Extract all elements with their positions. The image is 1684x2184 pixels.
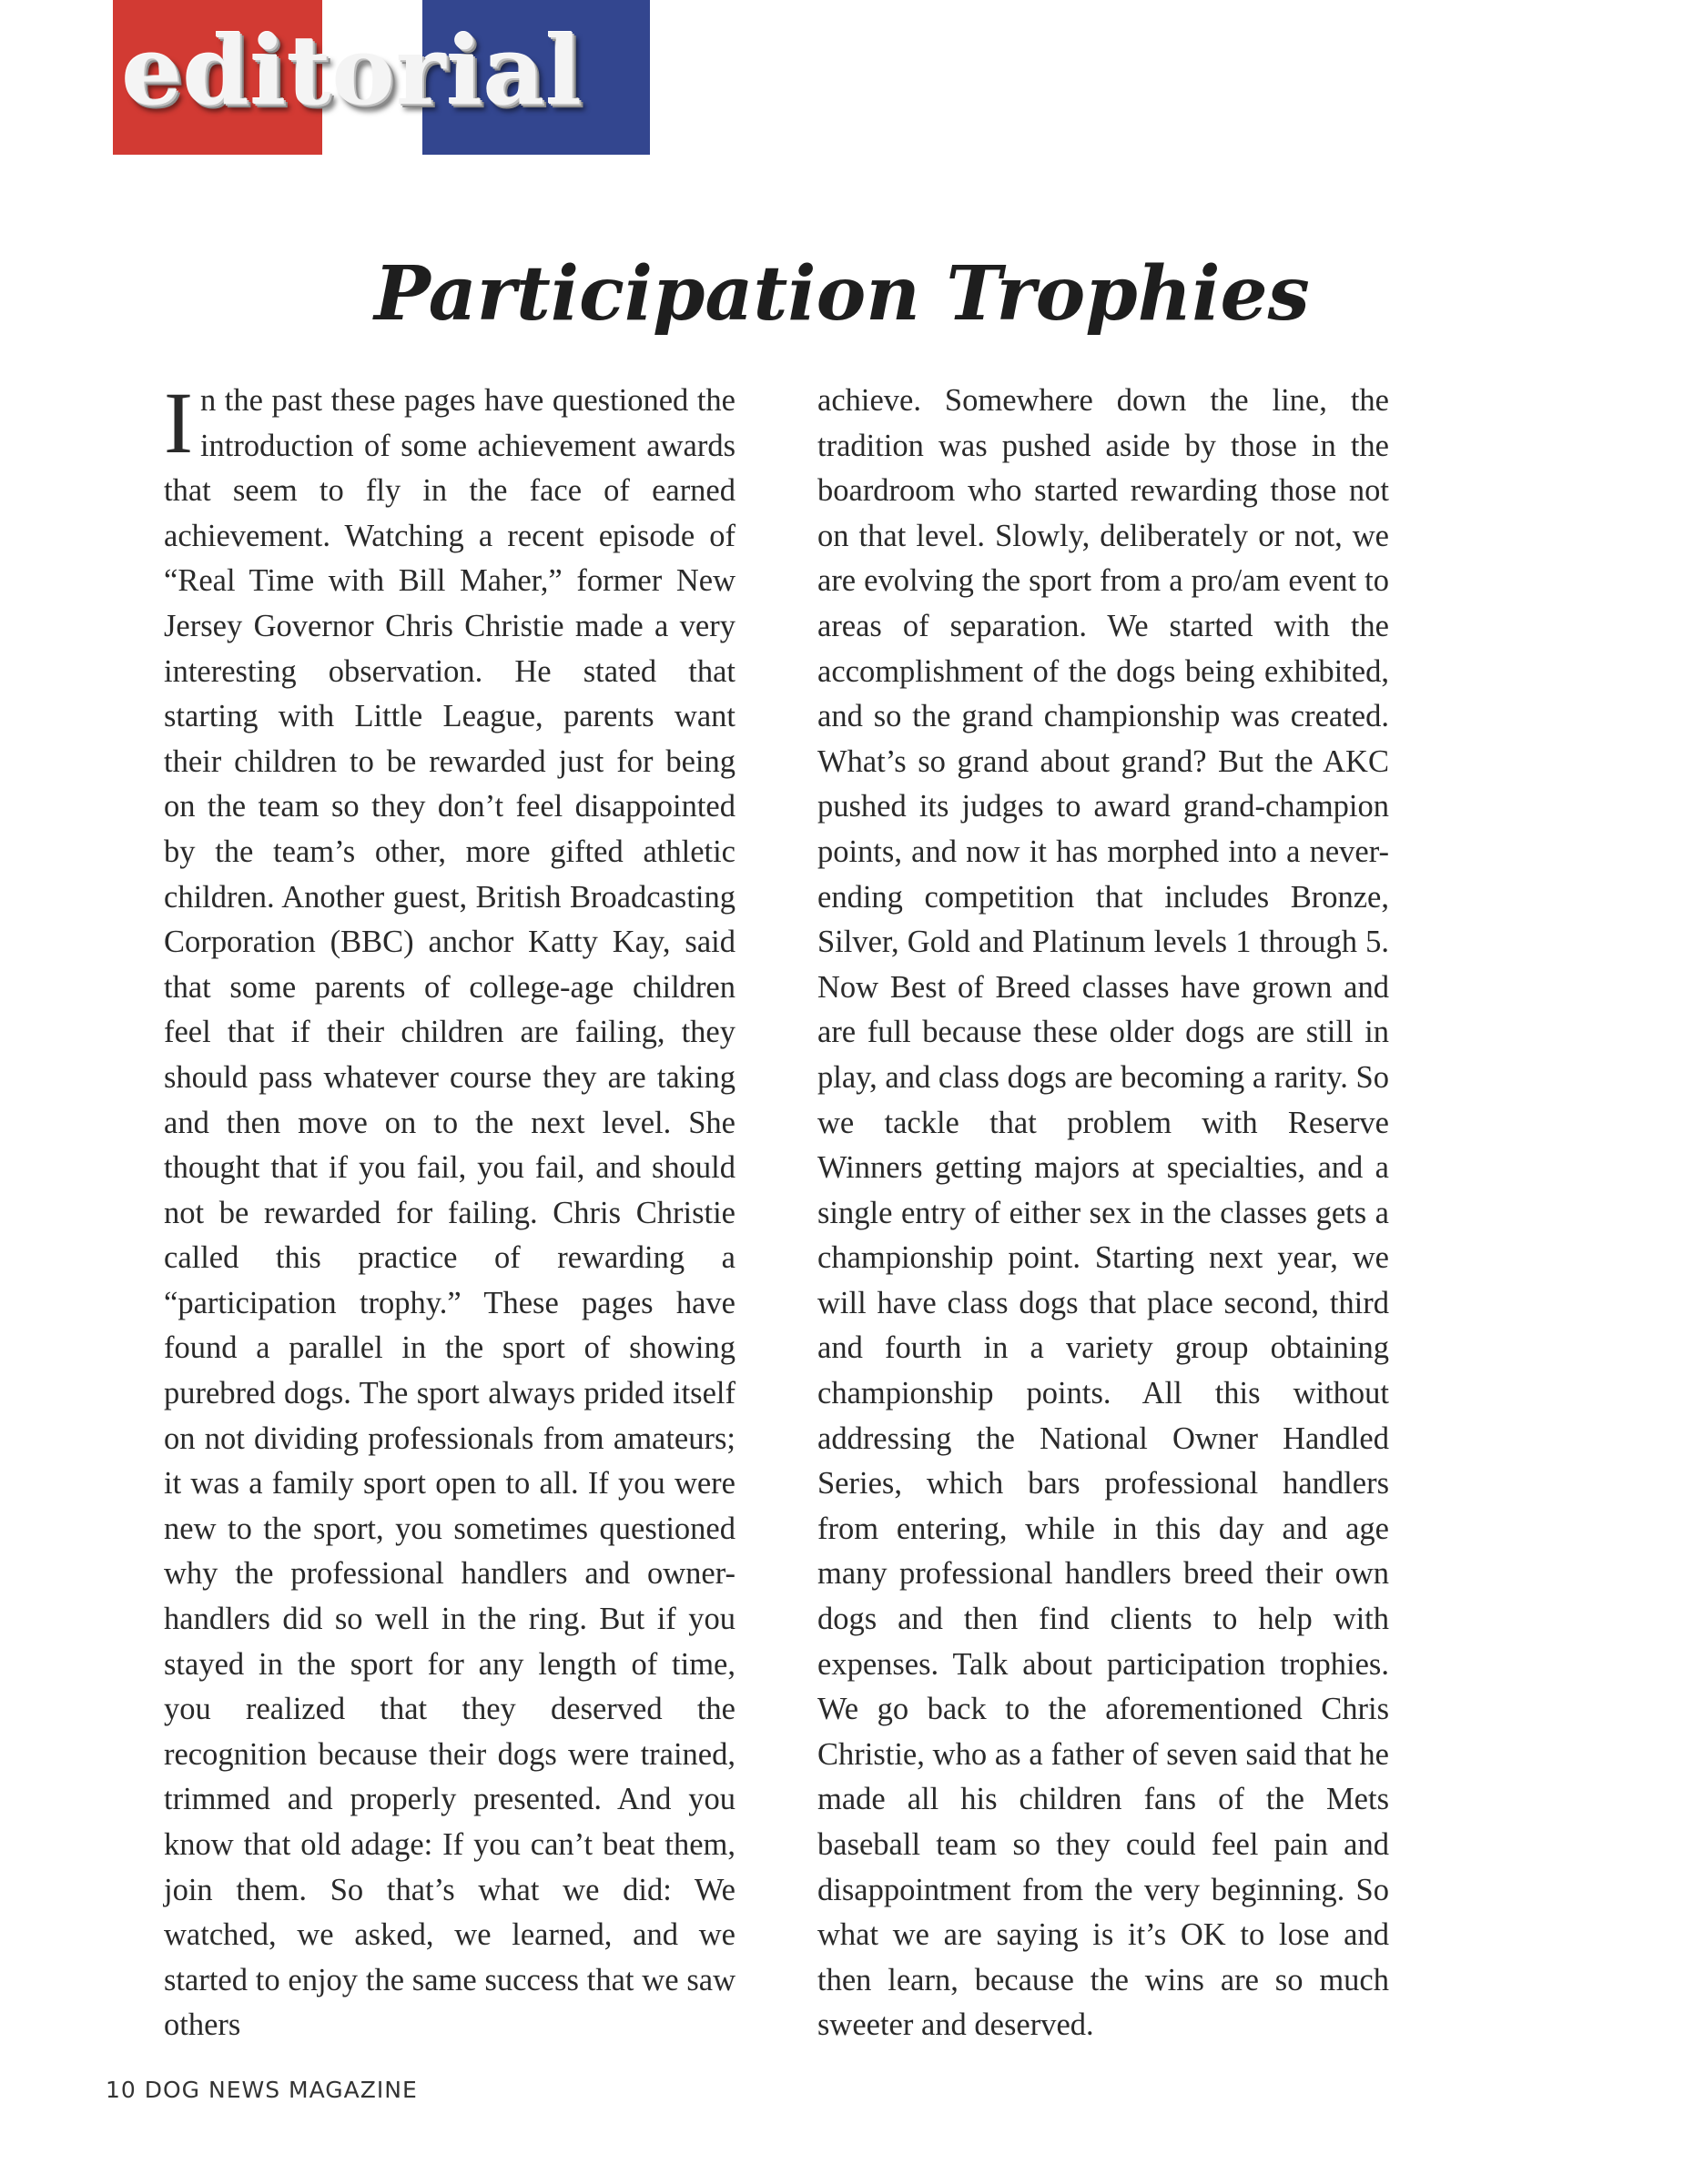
article-paragraph-left bbox=[164, 374, 735, 2048]
drop-cap: I bbox=[164, 374, 193, 471]
column-left-text: n the past these pages have questioned the introduction of some achievement awards that seem to fly in the face of earned achievement. Watching a recent episode of “Real Time with Bill Maher,” former New Jersey Governor Chris Christie made a very interesting observation. He stated that starting with Little League, parents want their children to be rewarded just for being on the team so they don’t feel disappointed by the team’s other, more gifted athletic children. Another guest, British Broadcasting Corporation (BBC) anchor Katty Kay, said that some parents of college-age children feel that if their children are failing, they should pass whatever course they are taking and then move on to the next level. She thought that if you fail, you fail, and should not be rewarded for failing. Chris Christie called this practice of rewarding a “participation trophy.” These pages have found a parallel in the sport of showing purebred dogs. The sport always prided itself on not dividing professionals from amateurs; it was a family sport open to all. If you were new to the sport, you sometimes questioned why the professional handlers and owner-handlers did so well in the ring. But if you stayed in the sport for any length of time, you realized that they deserved the recognition because their dogs were trained, trimmed and properly presented. And you know that old adage: If you can’t beat them, join them. So that’s what we did: We watched, we asked, we learned, and we started to enjoy the same success that we saw others bbox=[164, 383, 735, 2043]
masthead-label: editorial bbox=[122, 15, 583, 126]
article-title-text: Participation Trophies bbox=[374, 250, 1310, 338]
article-column-left bbox=[164, 374, 735, 2048]
article-column-right bbox=[817, 379, 1389, 2048]
article-title bbox=[0, 250, 1684, 338]
page-footer: 10 DOG NEWS MAGAZINE bbox=[106, 2077, 418, 2103]
editorial-masthead bbox=[113, 0, 650, 155]
column-right-text: achieve. Somewhere down the line, the tradition was pushed aside by those in the boardroom who started rewarding those not on that level. Slowly, deliberately or not, we are evolving the sport from a pro/am event to areas of separation. We started with the accomplishment of the dogs being exhibited, and so the grand championship was created. What’s so grand about grand? But the AKC pushed its judges to award grand-champion points, and now it has morphed into a never-ending competition that includes Bronze, Silver, Gold and Platinum levels 1 through 5. Now Best of Breed classes have grown and are full because these older dogs are still in play, and class dogs are becoming a rarity. So we tackle that problem with Reserve Winners getting majors at specialties, and a single entry of either sex in the classes gets a championship point. Starting next year, we will have class dogs that place second, third and fourth in a variety group obtaining championship points. All this without addressing the National Owner Handled Series, which bars professional handlers from entering, while in this day and age many professional handlers breed their own dogs and then find clients to help with expenses. Talk about participation trophies. We go back to the aforementioned Chris Christie, who as a father of seven said that he made all his children fans of the Mets baseball team so they could feel pain and disappointment from the very beginning. So what we are saying is it’s OK to lose and then learn, because the wins are so much sweeter and deserved. bbox=[817, 383, 1389, 2043]
